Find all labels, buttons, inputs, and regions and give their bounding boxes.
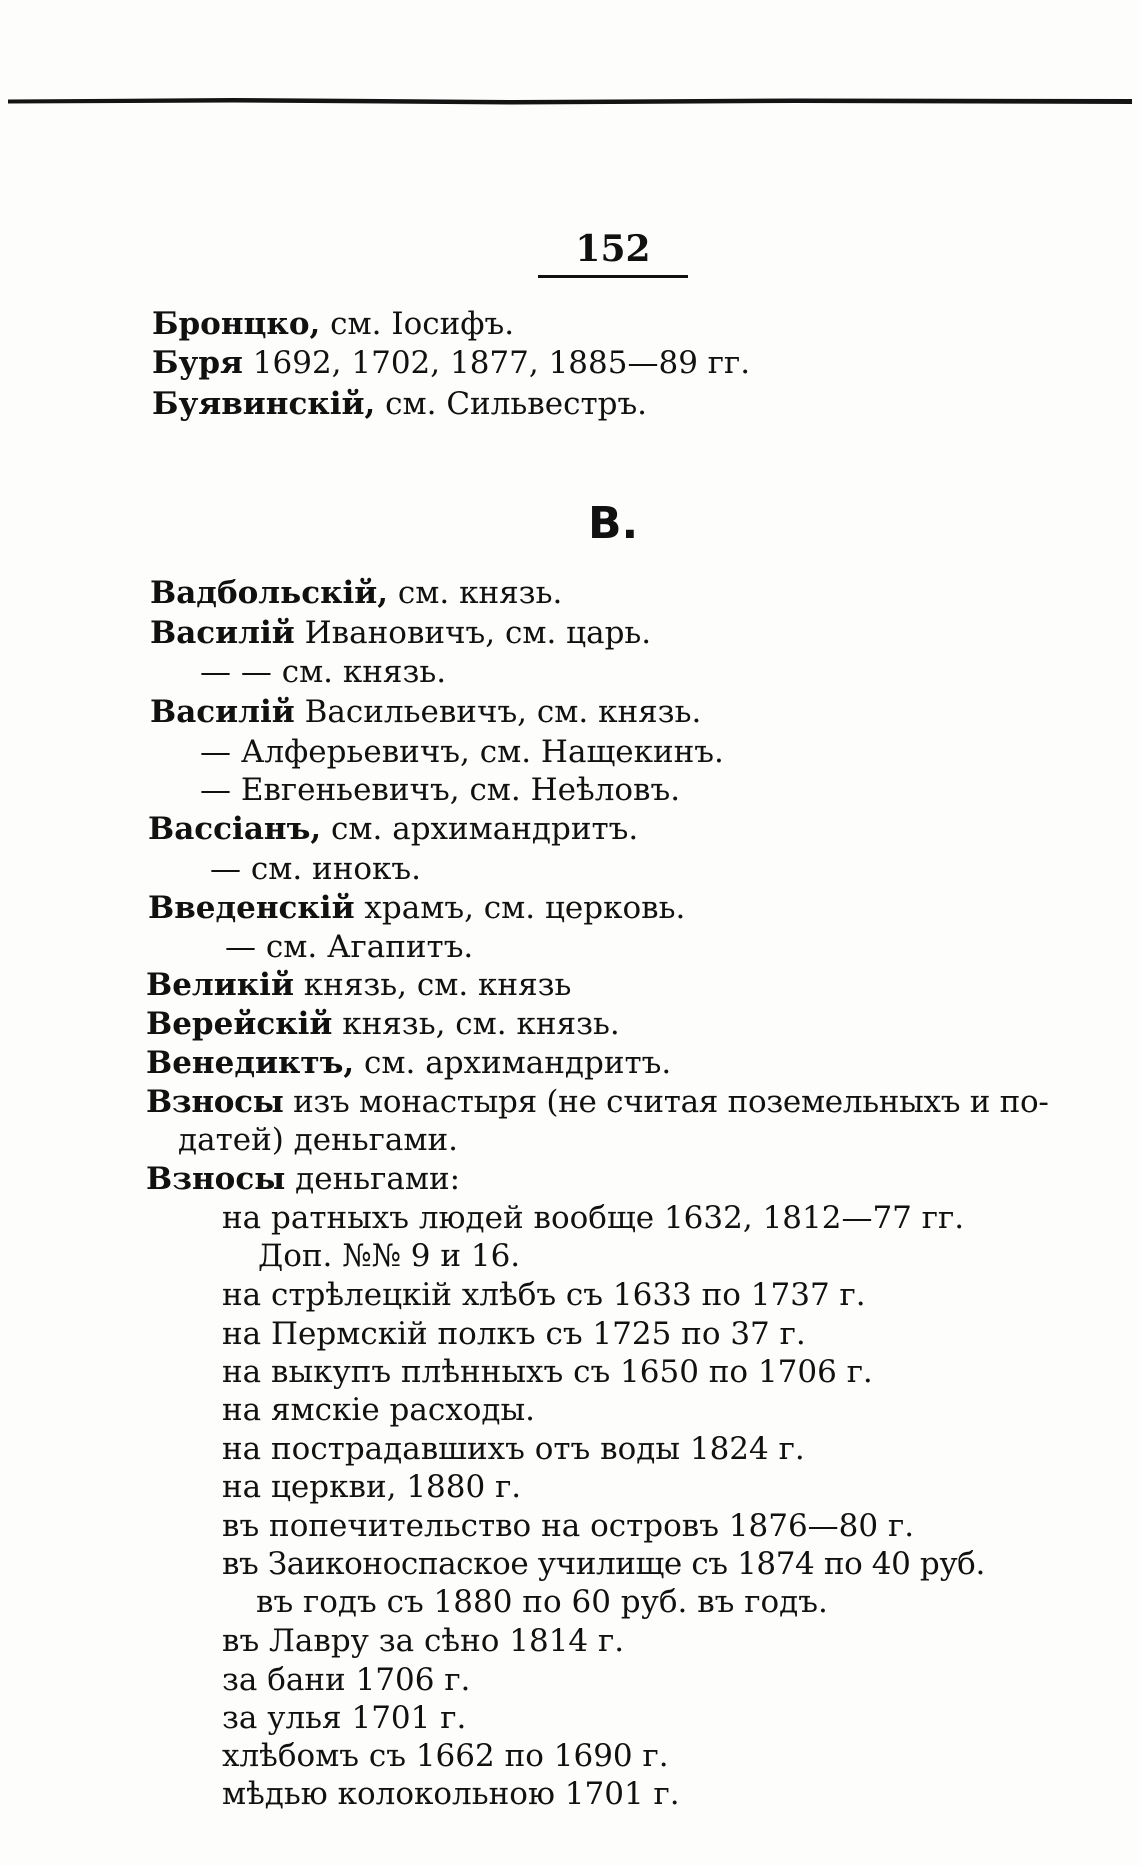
index-entry [210,851,421,887]
index-entry-continuation [178,1122,458,1158]
entry-text: — Алферьевичъ, см. Нащекинъ. [200,734,724,770]
entry-text: см. архимандритъ. [354,1045,672,1081]
sub-entry-text: на Пермскій полкъ съ 1725 по 37 г. [222,1316,806,1352]
entry-text: князь, см. князь. [332,1006,620,1042]
page-number: 152 [575,228,651,270]
sub-entry [222,1776,680,1812]
index-entry [225,929,473,965]
sub-entry [222,1316,806,1352]
entry-headword: Буявинскій, [152,386,376,422]
entry-text: см. Іосифъ. [320,306,515,342]
sub-entry [222,1546,985,1582]
entry-text: датей) деньгами. [178,1122,458,1158]
sub-entry-text: мѣдью колокольною 1701 г. [222,1776,680,1812]
entry-headword: Введенскій [148,890,355,926]
sub-entry-text: за улья 1701 г. [222,1700,467,1736]
top-border-rule [8,96,1132,106]
index-entry [148,890,685,926]
entry-headword: Верейскій [146,1006,333,1042]
sub-entry [222,1392,535,1428]
entry-headword: Василій [150,615,295,651]
entry-text: см. архимандритъ. [321,811,639,847]
sub-entry [222,1200,964,1236]
index-entry [146,1161,460,1197]
sub-entry [222,1623,624,1659]
index-entry [146,1045,671,1081]
entry-text: Васильевичъ, см. князь. [294,694,702,730]
sub-entry-text: на церкви, 1880 г. [222,1469,522,1505]
entry-text: изъ монастыря (не считая поземельныхъ и по- [283,1084,1049,1120]
entry-text: — Евгеньевичъ, см. Неѣловъ. [200,772,681,808]
sub-entry-text: хлѣбомъ съ 1662 по 1690 г. [222,1738,669,1774]
index-entry [152,306,514,342]
entry-text: — см. Агапитъ. [225,929,474,965]
sub-entry-text: на стрѣлецкій хлѣбъ съ 1633 по 1737 г. [222,1277,866,1313]
index-entry [200,772,680,808]
sub-entry [222,1277,866,1313]
entry-headword: Взносы [146,1161,286,1197]
entry-text: храмъ, см. церковь. [354,890,686,926]
sub-entry-text: на пострадавшихъ отъ воды 1824 г. [222,1431,805,1467]
sub-entry [222,1738,669,1774]
section-heading-letter: В. [588,498,639,549]
sub-entry-text: въ Лавру за сѣно 1814 г. [222,1623,625,1659]
entry-text: — — см. князь. [200,654,447,690]
sub-entry [222,1508,914,1544]
sub-entry [222,1354,873,1390]
sub-entry-text: за бани 1706 г. [222,1662,471,1698]
entry-text: Ивановичъ, см. царь. [294,615,652,651]
entry-text: деньгами: [285,1161,461,1197]
sub-entry [222,1700,466,1736]
entry-text: см. князь. [388,575,563,611]
index-entry [148,811,638,847]
sub-entry-text: на ратныхъ людей вообще 1632, 1812—77 гг. [222,1200,965,1236]
sub-entry-continuation [256,1584,828,1620]
entry-text: — см. инокъ. [210,851,421,887]
entry-headword: Венедиктъ, [146,1045,355,1081]
sub-entry-text: Доп. №№ 9 и 16. [258,1238,521,1274]
index-entry [146,1084,1049,1120]
entry-text: князь, см. князь [293,967,572,1003]
index-entry [152,345,750,381]
sub-entry-text: въ Заиконоспаское училище съ 1874 по 40 руб. [222,1546,985,1582]
entry-text: см. Сильвестръ. [375,386,648,422]
sub-entry [222,1469,521,1505]
entry-text: 1692, 1702, 1877, 1885—89 гг. [242,345,751,381]
sub-entry [222,1662,470,1698]
sub-entry-continuation [258,1238,520,1274]
entry-headword: Взносы [146,1084,284,1120]
entry-headword: Вассіанъ, [148,811,322,847]
sub-entry-text: на ямскіе расходы. [222,1392,535,1428]
entry-headword: Василій [150,694,295,730]
sub-entry-text: въ попечительство на островъ 1876—80 г. [222,1508,915,1544]
index-entry [150,615,651,651]
page-number-underline [538,275,688,278]
sub-entry-text: въ годъ съ 1880 по 60 руб. въ годъ. [256,1584,828,1620]
sub-entry [222,1431,805,1467]
index-entry [146,967,571,1003]
entry-headword: Буря [152,345,243,381]
entry-headword: Великій [146,967,294,1003]
index-entry [146,1006,620,1042]
entry-headword: Вадбольскій, [150,575,389,611]
index-entry [150,694,701,730]
entry-headword: Бронцко, [152,306,321,342]
index-entry [150,575,562,611]
index-entry [152,386,647,422]
index-entry [200,734,724,770]
sub-entry-text: на выкупъ плѣнныхъ съ 1650 по 1706 г. [222,1354,873,1390]
index-entry [200,654,446,690]
